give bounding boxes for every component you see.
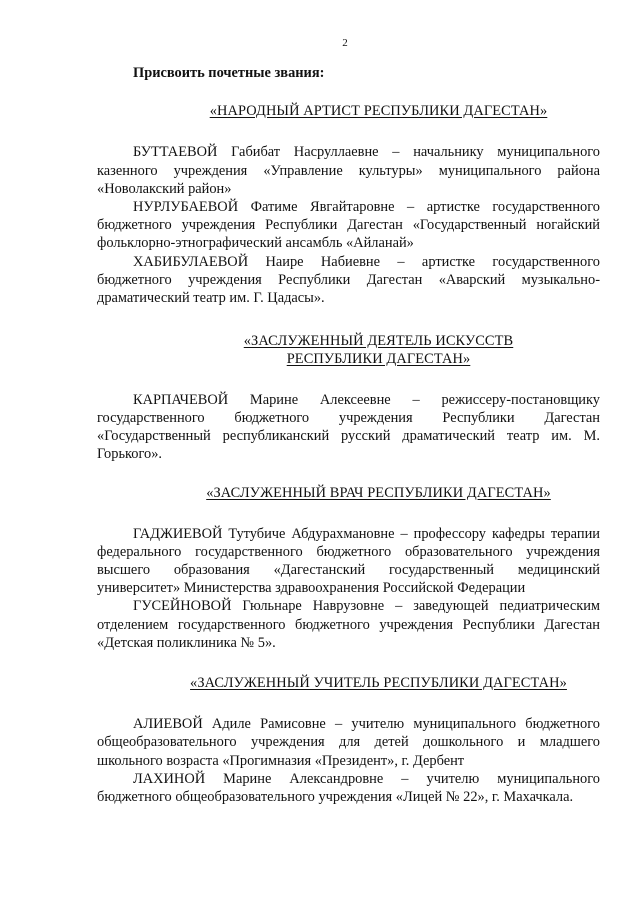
section-honored-art-worker (97, 332, 600, 463)
award-entry: ГАДЖИЕВОЙ Тутубиче Абдурахмановне – профессору кафедры терапии федерального государственного бюджетного образовательного учреждения высшего образования «Дагестанский государственный медицинский университет» Министерства здравоохранения Российской Федерации (97, 525, 600, 597)
section-honored-doctor (97, 484, 600, 652)
section-title (157, 332, 600, 368)
award-entry: КАРПАЧЕВОЙ Марине Алексеевне – режиссеру-постановщику государственного бюджетного учреждения Республики Дагестан «Государственный республиканский русский драматический театр им. М. Горького». (97, 391, 600, 463)
document-body (97, 64, 600, 806)
section-title-line: РЕСПУБЛИКИ ДАГЕСТАН» (286, 351, 471, 368)
intro-heading: Присвоить почетные звания: (133, 65, 325, 81)
award-entry: НУРЛУБАЕВОЙ Фатиме Явгайтаровне – артистке государственного бюджетного учреждения Республики Дагестан «Государственный ногайский фольклорно-этнографический ансамбль «Айланай» (97, 199, 600, 252)
award-entry: ХАБИБУЛАЕВОЙ Наире Набиевне – артистке государственного бюджетного учреждения Республики Дагестан «Аварский музыкально-драматический театр им. Г. Цадасы». (97, 253, 600, 307)
section-people-artist (97, 102, 600, 307)
section-honored-teacher (97, 674, 600, 806)
award-entry: БУТТАЕВОЙ Габибат Насруллаевне – начальнику муниципального казенного учреждения «Управление культуры» муниципального района «Новолакский район» (97, 144, 600, 197)
section-title: «ЗАСЛУЖЕННЫЙ ВРАЧ РЕСПУБЛИКИ ДАГЕСТАН» (206, 485, 551, 502)
section-title: «НАРОДНЫЙ АРТИСТ РЕСПУБЛИКИ ДАГЕСТАН» (209, 103, 548, 120)
page-number: 2 (342, 37, 348, 49)
section-title: «ЗАСЛУЖЕННЫЙ УЧИТЕЛЬ РЕСПУБЛИКИ ДАГЕСТАН» (190, 675, 567, 692)
award-entry: АЛИЕВОЙ Адиле Рамисовне – учителю муниципального бюджетного общеобразовательного учреждения для детей дошкольного и младшего школьного возраста «Прогимназия «Президент», г. Дербент (97, 716, 600, 769)
award-entry: ГУСЕЙНОВОЙ Гюльнаре Наврузовне – заведующей педиатрическим отделением государственного бюджетного учреждения Республики Дагестан «Детская поликлиника № 5». (97, 598, 600, 651)
award-entry: ЛАХИНОЙ Марине Александровне – учителю муниципального бюджетного общеобразовательного учреждения «Лицей № 22», г. Махачкала. (97, 770, 600, 806)
section-title-line: «ЗАСЛУЖЕННЫЙ ДЕЯТЕЛЬ ИСКУССТВ (243, 333, 514, 350)
